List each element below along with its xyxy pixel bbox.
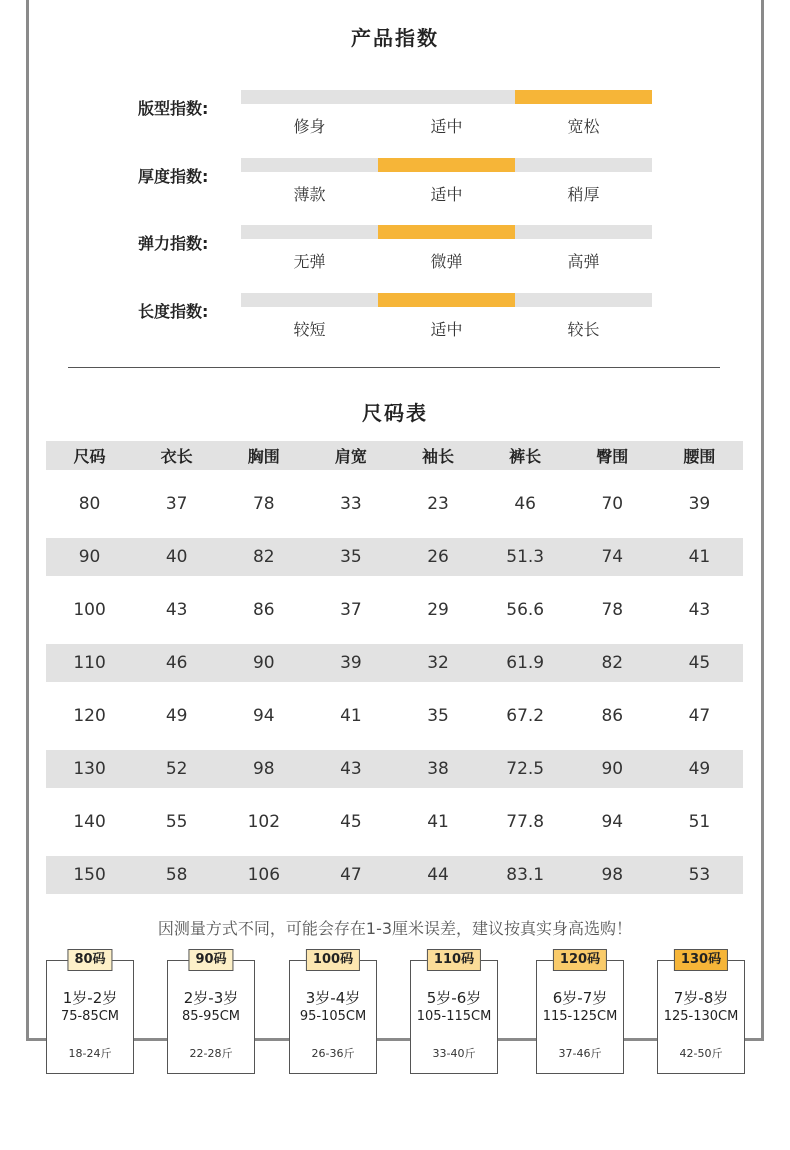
height-range: 85-95CM xyxy=(181,1009,241,1024)
age-range: 6岁-7岁 xyxy=(552,989,608,1007)
size-chart-header-cell: 肩宽 xyxy=(307,441,394,470)
index-label: 厚度指数: xyxy=(138,166,209,186)
index-bar-segment xyxy=(515,293,652,307)
size-chart-cell: 47 xyxy=(688,706,711,726)
size-chart-cell: 43 xyxy=(307,750,394,788)
size-chart-header-cell: 裤长 xyxy=(482,441,569,470)
index-bar-segment xyxy=(241,90,378,104)
size-chart-cell: 41 xyxy=(656,538,743,576)
size-chart-cell: 67.2 xyxy=(506,706,545,726)
size-chart-cell: 51.3 xyxy=(482,538,569,576)
size-tag: 100码 xyxy=(306,949,360,971)
height-range: 125-130CM xyxy=(663,1009,739,1024)
index-label: 版型指数: xyxy=(138,99,209,118)
size-chart-cell: 100 xyxy=(73,600,106,620)
size-chart-title: 尺码表 xyxy=(362,401,428,425)
size-chart-row xyxy=(46,750,743,788)
index-row xyxy=(0,90,790,150)
weight-range: 42-50斤 xyxy=(679,1047,723,1060)
size-chart-cell: 102 xyxy=(247,812,281,832)
size-chart-header-cell: 臀围 xyxy=(569,441,656,470)
index-option-label: 宽松 xyxy=(567,117,600,136)
size-chart-table xyxy=(46,441,743,894)
size-chart-row xyxy=(46,788,743,856)
weight-range: 26-36斤 xyxy=(311,1047,355,1060)
size-chart-header-row xyxy=(46,441,743,470)
index-option-label: 高弹 xyxy=(567,252,600,271)
size-chart-cell: 35 xyxy=(427,706,449,726)
size-chart-cell: 78 xyxy=(601,600,624,620)
size-tag: 80码 xyxy=(67,949,112,971)
age-range: 2岁-3岁 xyxy=(183,989,239,1007)
size-tag: 110码 xyxy=(427,949,481,971)
size-chart-cell: 94 xyxy=(601,812,624,832)
size-chart-cell: 43 xyxy=(688,600,711,620)
age-range: 7岁-8岁 xyxy=(673,989,729,1007)
index-bar-segment xyxy=(515,158,652,172)
size-chart-row xyxy=(46,644,743,682)
size-tag: 130码 xyxy=(674,949,728,971)
size-chart-cell: 49 xyxy=(656,750,743,788)
index-bar-segment-selected xyxy=(378,293,515,307)
weight-range: 33-40斤 xyxy=(432,1047,476,1060)
size-chart-cell: 51 xyxy=(688,812,711,832)
size-chart-header-cell: 胸围 xyxy=(220,441,307,470)
index-bar-segment-selected xyxy=(378,158,515,172)
size-chart-cell: 80 xyxy=(78,494,101,514)
size-chart-cell: 110 xyxy=(46,644,133,682)
size-chart-cell: 35 xyxy=(307,538,394,576)
index-bar-segment-selected xyxy=(515,90,652,104)
size-chart-cell: 40 xyxy=(133,538,220,576)
size-chart-cell: 140 xyxy=(73,812,106,832)
size-chart-cell: 23 xyxy=(427,494,449,514)
index-row xyxy=(0,225,790,285)
size-chart-header-cell: 袖长 xyxy=(395,441,482,470)
size-chart-cell: 98 xyxy=(220,750,307,788)
size-chart-cell: 86 xyxy=(252,600,275,620)
index-option-label: 较长 xyxy=(567,319,600,339)
size-chart-cell: 52 xyxy=(133,750,220,788)
size-chart-cell: 37 xyxy=(340,600,362,620)
size-chart-cell: 86 xyxy=(601,706,624,726)
size-chart-header-cell: 尺码 xyxy=(46,441,133,470)
size-chart-cell: 47 xyxy=(307,856,394,894)
index-row xyxy=(0,293,790,353)
age-range: 3岁-4岁 xyxy=(305,989,361,1007)
size-chart-cell: 29 xyxy=(427,600,449,620)
size-card xyxy=(46,952,134,1074)
index-option-label: 修身 xyxy=(293,117,326,136)
size-chart-cell: 26 xyxy=(395,538,482,576)
size-chart-header-cell: 腰围 xyxy=(656,441,743,470)
size-chart-header-cell: 衣长 xyxy=(133,441,220,470)
size-card xyxy=(536,952,624,1074)
size-chart-cell: 56.6 xyxy=(506,600,545,620)
size-chart-cell: 39 xyxy=(307,644,394,682)
size-card xyxy=(410,952,498,1074)
index-label: 长度指数: xyxy=(138,301,209,321)
size-chart-cell: 46 xyxy=(133,644,220,682)
weight-range: 22-28斤 xyxy=(189,1047,233,1060)
measurement-note: 因测量方式不同，可能会存在1-3厘米误差，建议按真实身高选购！ xyxy=(157,919,633,938)
size-chart-cell: 43 xyxy=(165,600,188,620)
size-chart-cell: 70 xyxy=(601,494,624,514)
size-card xyxy=(289,952,377,1074)
size-chart-cell: 82 xyxy=(220,538,307,576)
size-chart-cell: 41 xyxy=(427,812,449,832)
size-chart-cell: 38 xyxy=(395,750,482,788)
size-card xyxy=(167,952,255,1074)
size-chart-cell: 72.5 xyxy=(482,750,569,788)
size-chart-cell: 45 xyxy=(340,812,362,832)
index-bar-segment-selected xyxy=(378,225,515,239)
index-option-label: 较短 xyxy=(293,319,326,339)
index-option-label: 微弹 xyxy=(430,252,463,271)
index-row xyxy=(0,158,790,218)
size-tag: 120码 xyxy=(553,949,607,971)
size-chart-cell: 74 xyxy=(569,538,656,576)
size-chart-cell: 83.1 xyxy=(482,856,569,894)
size-chart-cell: 37 xyxy=(165,494,188,514)
size-chart-cell: 58 xyxy=(133,856,220,894)
size-chart-row xyxy=(46,538,743,576)
size-chart-row xyxy=(46,682,743,750)
size-chart-cell: 78 xyxy=(252,494,275,514)
size-chart-cell: 94 xyxy=(252,706,275,726)
size-chart-cell: 90 xyxy=(220,644,307,682)
weight-range: 37-46斤 xyxy=(558,1047,602,1060)
size-chart-row xyxy=(46,856,743,894)
size-chart-cell: 90 xyxy=(569,750,656,788)
size-chart-cell: 46 xyxy=(514,494,536,514)
size-card xyxy=(657,952,745,1074)
index-option-label: 无弹 xyxy=(293,252,326,271)
size-chart-cell: 39 xyxy=(688,494,711,514)
size-chart-cell: 49 xyxy=(165,706,188,726)
index-bar-segment xyxy=(515,225,652,239)
age-range: 1岁-2岁 xyxy=(62,989,118,1007)
index-label: 弹力指数: xyxy=(138,234,209,253)
section-divider xyxy=(68,367,720,368)
index-option-label: 适中 xyxy=(430,319,463,339)
size-chart-cell: 77.8 xyxy=(506,812,545,832)
weight-range: 18-24斤 xyxy=(68,1047,112,1060)
size-tag: 90码 xyxy=(188,949,233,971)
size-chart-cell: 130 xyxy=(46,750,133,788)
height-range: 95-105CM xyxy=(299,1009,367,1024)
size-chart-cell: 61.9 xyxy=(482,644,569,682)
height-range: 105-115CM xyxy=(416,1009,492,1024)
size-chart-cell: 45 xyxy=(656,644,743,682)
size-chart-cell: 32 xyxy=(395,644,482,682)
size-chart-cell: 106 xyxy=(220,856,307,894)
height-range: 115-125CM xyxy=(542,1009,618,1024)
height-range: 75-85CM xyxy=(60,1009,120,1024)
size-chart-cell: 53 xyxy=(656,856,743,894)
index-bar-segment xyxy=(241,158,378,172)
size-chart-cell: 41 xyxy=(340,706,362,726)
size-chart-cell: 90 xyxy=(46,538,133,576)
size-chart-cell: 98 xyxy=(569,856,656,894)
size-chart-cell: 55 xyxy=(165,812,188,832)
index-option-label: 适中 xyxy=(430,117,463,136)
index-bar-segment xyxy=(241,293,378,307)
index-option-label: 适中 xyxy=(430,184,463,204)
size-chart-cell: 33 xyxy=(340,494,362,514)
size-chart-cell: 150 xyxy=(46,856,133,894)
index-option-label: 薄款 xyxy=(293,184,326,204)
index-option-label: 稍厚 xyxy=(567,184,600,204)
product-index-title: 产品指数 xyxy=(351,26,439,50)
age-range: 5岁-6岁 xyxy=(426,989,482,1007)
size-chart-cell: 82 xyxy=(569,644,656,682)
index-bar-segment xyxy=(241,225,378,239)
index-bar-segment xyxy=(378,90,515,104)
size-chart-row xyxy=(46,576,743,644)
size-chart-cell: 44 xyxy=(395,856,482,894)
size-chart-cell: 120 xyxy=(73,706,106,726)
size-chart-row xyxy=(46,470,743,538)
